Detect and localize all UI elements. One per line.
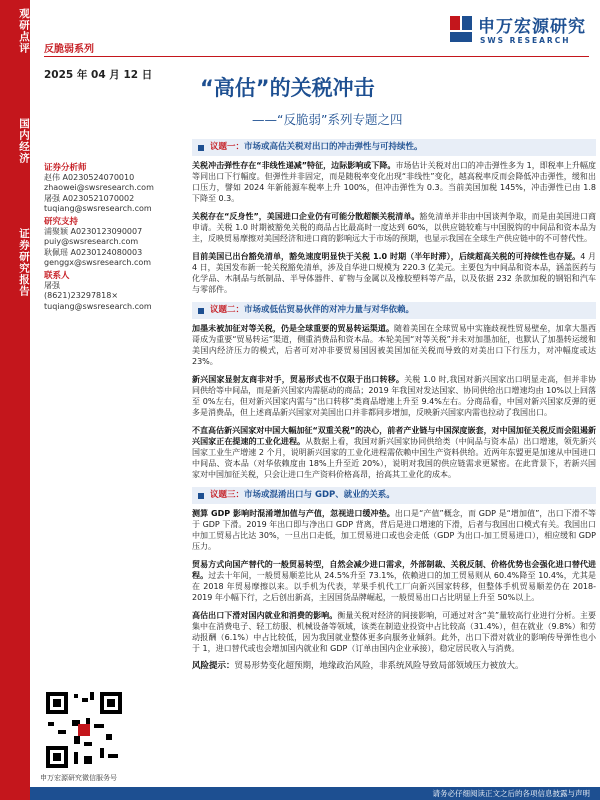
paragraph-text: 衡量关税对经济的间接影响，可通过对含“美”量较高行业进行分析。主要集中在消费电子、轻工纺服、机械设备等领域，该类在制造业投资中占比较高（31.4%），但在就业（9.8%）和劳动报酬（6.1%）中占比较低，因为我国就业整体更多向服务业倾斜。此外，出口下滑对就业的影响传导弹性也小于 1，进口替代或也会增加国内就业和 GDP（订单由国内企业承接），稳定居民收入与消费。 [192, 611, 596, 653]
paragraph-lead: 新兴国家显射友商非对手，贸易形式也不仅限于出口转移。 [192, 375, 405, 384]
square-bullet-icon [198, 493, 204, 499]
analysts-heading: 证券分析师 [44, 163, 87, 173]
paragraph [192, 323, 596, 367]
contact-heading: 联系人 [44, 271, 70, 282]
risk-text: 贸易形势变化超预期，地缘政治风险，非系统风险导致局部领域压力被放大。 [234, 661, 524, 671]
section-lead: 议题三： [210, 490, 245, 500]
paragraph-text: 从数据上看，我国对新兴国家协同供给类（中间品与资本品）出口增速，领先新兴国家工业生产增速 2 个月，说明新兴国家的工业化进程需依赖中国生产资料供给。近两年东盟更是加速从中国进口中间品、资本品（对华依赖度由 18%上升至近 20%），说明对我国的供应链需求更紧密。在此背景下，若新兴国家对中国加征关税，只会让进口生产资料价格高昂，抬高其工业化的成本。 [192, 437, 597, 479]
square-bullet-icon [198, 145, 204, 151]
series-label: 反脆弱系列 [44, 44, 94, 55]
qr-code-icon [44, 690, 124, 770]
paragraph-lead: 加墨未被加征对等关税，仍是全球重要的贸易转运渠道。 [192, 324, 395, 333]
paragraph-lead: 高估出口下滑对国内就业和消费的影响。 [192, 611, 338, 620]
paragraph-lead: 关税冲击弹性存在“非线性递减”特征，边际影响或下降。 [192, 161, 396, 170]
assistant-line: 浦聚颖 A0230123090007 [44, 227, 143, 237]
assistant-line: 耿佩瑶 A0230124080003 [44, 247, 143, 257]
side-stripe [0, 0, 30, 800]
section-header-2 [192, 302, 596, 319]
paragraph-text: 豁免清单并非由中国谈判争取，而是由美国进口商申请。关税 1.0 时期被豁免关税的商品占比最高时一度达到 60%，以供应链较难与中国脱钩的中间品和资本品为主，反映贸易摩擦对美国经济和进口商的影响远大于市场的预期，也显示我国在全球生产供应链中的不可替代性。 [192, 212, 596, 243]
report-subtitle: ——“反脆弱”系列专题之四 [252, 112, 403, 127]
paragraph [192, 374, 596, 418]
logo-text-cn: 申万宏源研究 [478, 17, 586, 37]
stripe-label-report: 证券研究报告 [18, 228, 30, 297]
paragraph-lead: 不直高估新兴国家对中国大幅加征“双重关税”的决心，前者产业链与中国深度嵌套，对中国加征关税反而会阻遏新兴国家正在提速的工业化进程。 [192, 426, 596, 446]
square-bullet-icon [198, 308, 204, 314]
report-date: 2025 年 04 月 12 日 [44, 69, 153, 81]
stripe-label-type: 观研点评 [18, 8, 30, 54]
analyst-line: 赵伟 A0230524070010 [44, 173, 135, 183]
contact-phone: (8621)23297818× [44, 291, 119, 301]
risk-label: 风险提示： [192, 661, 235, 671]
header-divider [44, 56, 589, 57]
paragraph-text: 市场估计关税对出口的冲击弹性多为 1，即税率上升幅度等同出口下行幅度。但弹性并非固定，而是随税率变化出现“非线性”变化，越高税率反而会降低冲击弹性，缓和出口压力，譬如 2024 年新能源车税率上升 100%，但冲击弹性为 0.3。当前美国加税 145%，冲击弹性已由 1.8 下降至 0.3。 [192, 161, 596, 203]
section-title: 市场或低估贸易伙伴的对冲力量与对华依赖。 [244, 305, 415, 315]
stripe-label-category: 国内经济 [18, 118, 30, 164]
paragraph [192, 160, 596, 204]
analyst-email[interactable]: zhaowei@swsresearch.com [44, 183, 154, 193]
paragraph-text: 出口是“产值”概念，而 GDP 是“增加值”，出口下滑不等于 GDP 下滑。2019 年出口即与净出口 GDP 背离，背后是进口增速的下滑，后者与我国出口模式有关。我国出口中加工贸易占比达 30%，一旦出口走低，加工贸易进口或也会走低（GDP 为出口-加工贸易进口），相应缓和 GDP 压力。 [192, 509, 596, 551]
paragraph [192, 211, 596, 244]
logo-text-en: SWS RESEARCH [480, 36, 571, 45]
logo-mark-icon [448, 14, 476, 46]
paragraph-text: 过去十年间，一般贸易顺差比从 24.5%升至 73.1%，依赖进口的加工贸易则从 60.4%降至 10.4%，尤其是在 2018 年贸易摩擦以来。以手机为代表，苹果手机代工厂向新兴国家转移，但整体手机贸易顺差仍在 2018-2019 年小幅下行，之后创出新高，主因国货品牌崛起，一般贸易出口占比明显上升至 50%以上。 [192, 571, 597, 602]
section-lead: 议题二： [210, 305, 245, 315]
contact-email[interactable]: tuqiang@swsresearch.com [44, 301, 152, 311]
paragraph [192, 610, 596, 654]
paragraph-lead: 目前美国已出台豁免清单，豁免速度明显快于关税 1.0 时期（半年时滞），后续超高关税的可持续性也存疑。 [192, 252, 581, 261]
section-header-1 [192, 139, 596, 156]
summary-body [192, 139, 596, 679]
wechat-qr-code [44, 690, 124, 770]
company-logo [448, 12, 593, 52]
section-header-3 [192, 487, 596, 504]
paragraph [192, 425, 596, 480]
qr-caption: 申万宏源研究微信服务号 [40, 774, 117, 782]
analyst-line: 屠强 A0230521070002 [44, 193, 135, 203]
section-lead: 议题一： [210, 142, 245, 152]
assistant-email[interactable]: genggx@swsresearch.com [44, 257, 152, 267]
paragraph-lead: 测算 GDP 影响时混淆增加值与产值，忽视进口缓冲垫。 [192, 509, 395, 518]
paragraph-text: 随着美国在全球贸易中实施歧视性贸易壁垒，加拿大墨西哥成为重要“贸易转运”渠道，侧重消费品和资本品。本轮美国“对等关税”并未对加墨加征，也默认了加墨转运缓和美国内经济压力的模式，后者可对冲非要贸易国因被美国加征关税而导致的对美出口下行压力，对冲幅度或达 23%。 [192, 324, 597, 366]
paragraph-text: 关税 1.0 时,我国对新兴国家出口明显走高，但并非协同供给等中间品，而是新兴国家内需驱动的商品；2019 年我国对发达国家、协同供给出口增速均由 10%以上回落至 0%左右，但对新兴国家内需与“出口转移”类商品增速上升至 9.4%左右。分商品看，中国对新兴国家反弹的更多是消费品，但上述商品新兴国家对美国出口并非都同步增加，反映新兴国家内需也拉动了我国出口。 [192, 375, 596, 417]
footer-disclaimer: 请务必仔细阅读正文之后的各项信息披露与声明 [432, 789, 590, 798]
paragraph [192, 508, 596, 552]
assistant-email[interactable]: puiy@swsresearch.com [44, 237, 139, 247]
paragraph-text: 4 月 4 日，美国发布新一轮关税豁免清单，涉及自华进口规模为 220.3 亿美元。主要包为中间品和资本品，涵盖医药与化学品、木制品与纸制品、半导体器件、矿物与金属以及橡胶塑料等产品，以及依据 232 条款加税的钢铝和汽车与零部件。 [192, 252, 596, 294]
assistants-heading: 研究支持 [44, 217, 79, 228]
section-title: 市场或高估关税对出口的冲击弹性与可持续性。 [244, 142, 423, 152]
section-title: 市场或混淆出口与 GDP、就业的关系。 [244, 490, 395, 500]
risk-warning [192, 661, 596, 672]
paragraph-lead: 贸易方式向国产替代的一般贸易转型，自然会减少进口需求，外部制裁、关税反制、价格优势也会强化进口替代进程。 [192, 560, 596, 580]
analyst-sidebar [44, 160, 164, 312]
report-title: “高估”的关税冲击 [200, 76, 375, 100]
analyst-email[interactable]: tuqiang@swsresearch.com [44, 203, 152, 213]
paragraph-lead: 关税存在“反身性”，美国进口企业仍有可能分散超额关税清单。 [192, 212, 420, 221]
contact-name: 屠强 [44, 281, 60, 291]
paragraph [192, 559, 596, 603]
paragraph [192, 251, 596, 295]
